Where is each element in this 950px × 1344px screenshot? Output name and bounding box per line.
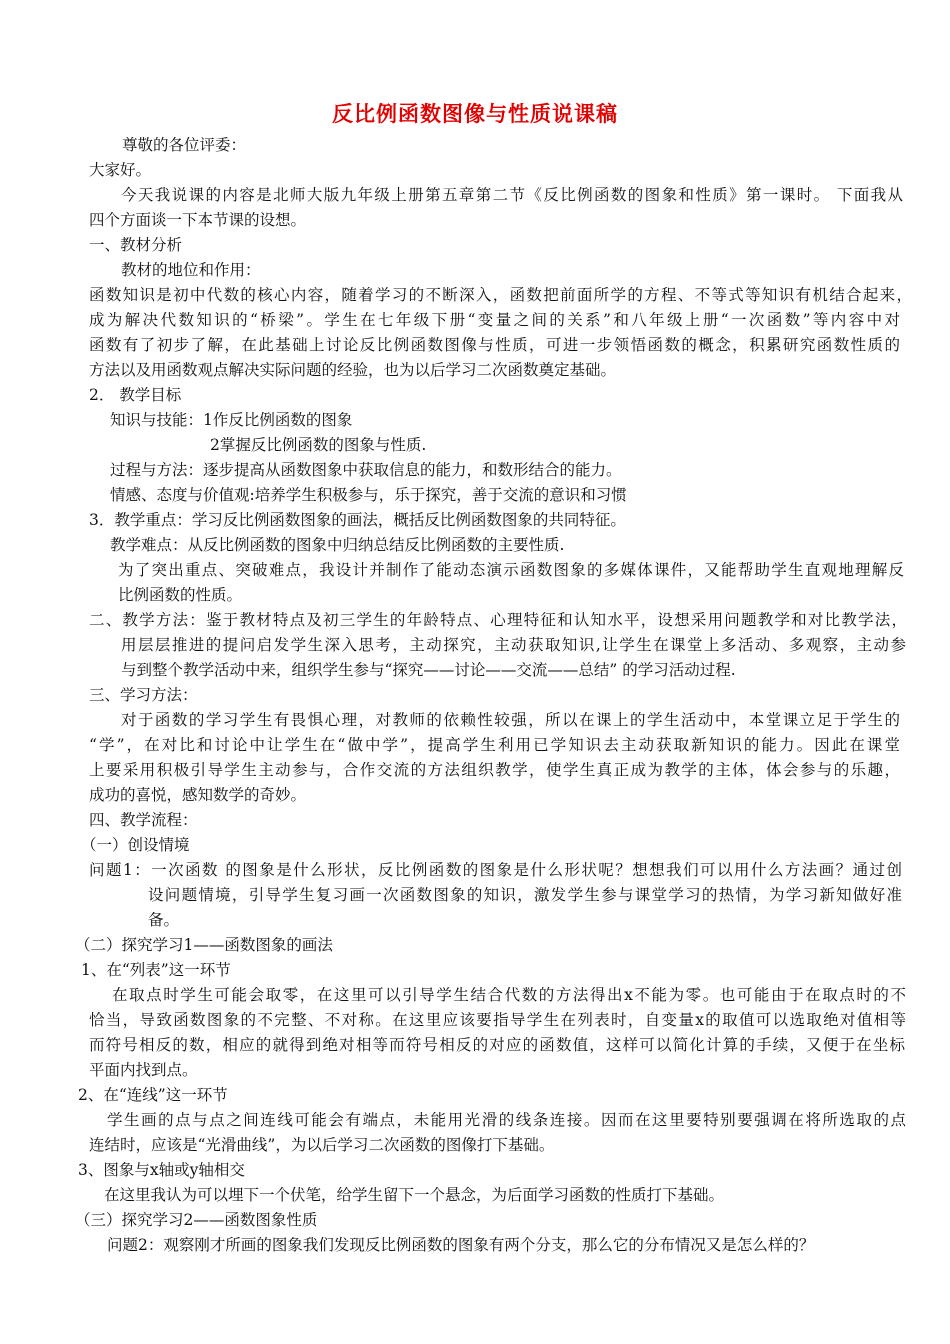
- text-line: 函数知识是初中代数的核心内容，随着学习的不断深入，函数把前面所学的方程、不等式等知识有机结合起来，: [89, 286, 912, 304]
- text-line: 尊敬的各位评委：: [122, 136, 247, 154]
- text-line: 情感、态度与价值观:培养学生积极参与，乐于探究，善于交流的意识和习惯: [110, 486, 627, 504]
- text-line: 函数有了初步了解，在此基础上讨论反比例函数图像与性质，可进一步领悟函数的概念，积累研究函数性质的: [89, 336, 900, 354]
- text-line: 成为解决代数知识的“桥梁”。学生在七年级下册“变量之间的关系”和八年级上册“一次函数”等内容中对: [89, 311, 900, 329]
- text-line: 与到整个教学活动中来，组织学生参与“探究——讨论——交流——总结” 的学习活动过程.: [121, 661, 736, 679]
- text-line: 连结时，应该是“光滑曲线”，为以后学习二次函数的图像打下基础。: [89, 1136, 555, 1154]
- text-line: 设问题情境，引导学生复习画一次函数图象的知识，激发学生参与课堂学习的热情，为学习新知做好准: [148, 886, 902, 904]
- document-title: 反比例函数图像与性质说课稿: [332, 102, 618, 126]
- text-line: 方法以及用函数观点解决实际问题的经验，也为以后学习二次函数奠定基础。: [89, 361, 617, 379]
- text-line: 平面内找到点。: [89, 1061, 198, 1079]
- text-line: 成功的喜悦，感知数学的奇妙。: [89, 786, 307, 804]
- text-line: 对于函数的学习学生有畏惧心理，对教师的依赖性较强，所以在课上的学生活动中，本堂课立足于学生的: [121, 711, 900, 729]
- section-heading: 2． 教学目标: [89, 386, 182, 404]
- text-line: 比例函数的性质。: [118, 586, 243, 604]
- text-line: 教材的地位和作用：: [121, 261, 261, 279]
- text-line: 知识与技能：1作反比例函数的图象: [110, 411, 353, 429]
- text-line: 在这里我认为可以埋下一个伏笔，给学生留下一个悬念，为后面学习函数的性质打下基础。: [104, 1186, 725, 1204]
- text-line: 问题2：观察刚才所画的图象我们发现反比例函数的图象有两个分支，那么它的分布情况又是怎么样的？: [107, 1236, 815, 1254]
- section-heading: 二、教学方法：鉴于教材特点及初三学生的年龄特点、心理特征和认知水平，设想采用问题教学和对比教学法，: [89, 611, 907, 629]
- text-line: “学”，在对比和讨论中让学生在“做中学”，提高学生利用已学知识去主动获取新知识的能力。因此在课堂: [89, 736, 900, 754]
- text-line: 为了突出重点、突破难点，我设计并制作了能动态演示函数图象的多媒体课件，又能帮助学生直观地理解反: [118, 561, 904, 579]
- section-heading: 3．教学重点：学习反比例函数图象的画法，概括反比例函数图象的共同特征。: [89, 511, 626, 529]
- section-heading: 三、学习方法：: [89, 686, 198, 704]
- text-line: 而符号相反的数，相应的就得到绝对相等而符号相反的对应的函数值，这样可以简化计算的手续，又便于在坐标: [89, 1036, 905, 1054]
- text-line: 过程与方法：逐步提高从函数图象中获取信息的能力，和数形结合的能力。: [110, 461, 622, 479]
- subsection-heading: 2、在“连线”这一环节: [78, 1086, 228, 1104]
- subsection-heading: 3、图象与x轴或y轴相交: [78, 1161, 245, 1179]
- text-line: 大家好。: [89, 161, 152, 179]
- section-heading: 四、教学流程：: [89, 811, 198, 829]
- text-line: 上要采用积极引导学生主动参与，合作交流的方法组织教学，使学生真正成为教学的主体，体会参与的乐趣，: [89, 761, 900, 779]
- section-heading: 一、教材分析: [89, 236, 183, 254]
- subsection-heading: 1、在“列表”这一环节: [81, 961, 231, 979]
- text-line: 今天我说课的内容是北师大版九年级上册第五章第二节《反比例函数的图象和性质》第一课时。 下面我从: [121, 186, 903, 204]
- text-line: 备。: [148, 911, 180, 929]
- text-line: 四个方面谈一下本节课的设想。: [89, 211, 307, 229]
- text-line: 在取点时学生可能会取零，在这里可以引导学生结合代数的方法得出x不能为零。也可能由于在取点时的不: [112, 986, 906, 1004]
- subsection-heading: （三）探究学习2——函数图象性质: [75, 1211, 318, 1229]
- text-line: 学生画的点与点之间连线可能会有端点，未能用光滑的线条连接。因而在这里要特别要强调在将所选取的点: [107, 1111, 906, 1129]
- text-line: 恰当，导致函数图象的不完整、不对称。在这里应该要指导学生在列表时，自变量x的取值可以选取绝对值相等: [89, 1011, 906, 1029]
- subsection-heading: （二）探究学习1——函数图象的画法: [75, 936, 333, 954]
- text-line: 2掌握反比例函数的图象与性质.: [210, 436, 427, 454]
- text-line: 用层层推进的提问启发学生深入思考，主动探究，主动获取知识,让学生在课堂上多活动、多观察，主动参: [121, 636, 906, 654]
- subsection-heading: （一）创设情境: [81, 836, 190, 854]
- text-line: 问题1：一次函数 的图象是什么形状，反比例函数的图象是什么形状呢？想想我们可以用什么方法画？通过创: [89, 861, 902, 879]
- text-line: 教学难点：从反比例函数的图象中归纳总结反比例函数的主要性质.: [110, 536, 565, 554]
